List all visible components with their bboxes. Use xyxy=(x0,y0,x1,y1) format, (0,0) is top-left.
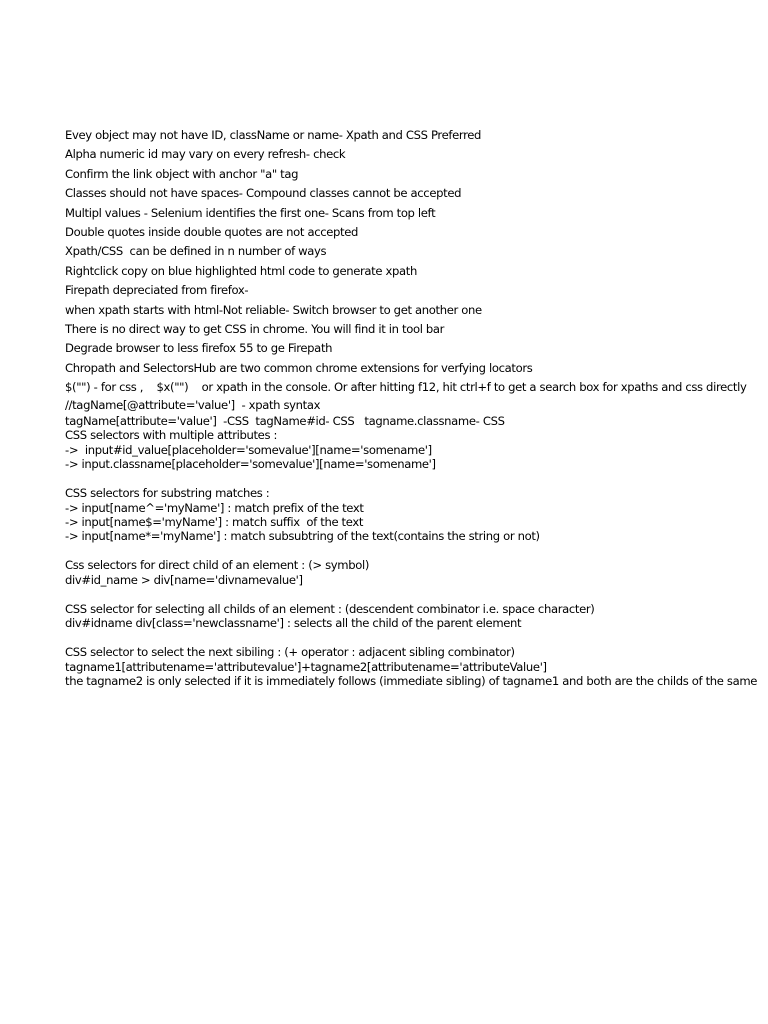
text-line: Xpath/CSS can be defined in n number of ways xyxy=(65,244,327,259)
text-line: //tagName[@attribute='value'] - xpath syntax xyxy=(65,398,321,413)
text-line: $("") - for css , $x("") or xpath in the console. Or after hitting f12, hit ctrl+f to get a search box for xpaths and css directly xyxy=(65,380,747,395)
text-line: Classes should not have spaces- Compound classes cannot be accepted xyxy=(65,186,462,201)
code-line: -> input#id_value[placeholder='somevalue'][name='somename'] xyxy=(65,442,432,457)
text-line: There is no direct way to get CSS in chrome. You will find it in tool bar xyxy=(65,321,445,336)
descendant-heading: CSS selector for selecting all childs of an element : (descendent combinator i.e. space character) xyxy=(65,601,595,616)
text-line: Evey object may not have ID, className or name- Xpath and CSS Preferred xyxy=(65,128,482,142)
text-line: Rightclick copy on blue highlighted html code to generate xpath xyxy=(65,263,417,278)
css-basics-line: tagName[attribute='value'] -CSS tagName#id- CSS tagname.classname- CSS xyxy=(65,414,505,429)
text-line: the tagname2 is only selected if it is immediately follows (immediate sibling) of tagname1 and both are the childs of the same xyxy=(65,673,758,688)
text-line: Multipl values - Selenium identifies the first one- Scans from top left xyxy=(65,205,436,220)
spacer xyxy=(65,631,768,646)
spacer xyxy=(65,544,768,559)
sibling-heading: CSS selector to select the next sibiling : (+ operator : adjacent sibling combinator) xyxy=(65,645,515,660)
text-line: Degrade browser to less firefox 55 to ge Firepath xyxy=(65,341,333,356)
text-line: Double quotes inside double quotes are not accepted xyxy=(65,224,359,239)
code-line: -> input[name$='myName'] : match suffix of the text xyxy=(65,515,364,529)
text-line: Chropath and SelectorsHub are two common chrome extensions for verfying locators xyxy=(65,360,533,375)
code-line: tagname1[attributename='attributevalue']+tagname2[attributename='attributeValue'] xyxy=(65,659,547,674)
code-line: div#idname div[class='newclassname'] : selects all the child of the parent element xyxy=(65,616,522,631)
code-line: -> input[name^='myName'] : match prefix of the text xyxy=(65,500,364,515)
spacer xyxy=(65,587,768,602)
text-line: when xpath starts with html-Not reliable- Switch browser to get another one xyxy=(65,302,482,317)
css-basics-heading: CSS selectors with multiple attributes : xyxy=(65,428,278,443)
spacer xyxy=(65,472,768,487)
code-line: -> input[name*='myName'] : match subsubtring of the text(contains the string or not) xyxy=(65,529,540,544)
text-line: Alpha numeric id may vary on every refresh- check xyxy=(65,147,346,162)
code-line: -> input.classname[placeholder='somevalue'][name='somename'] xyxy=(65,457,436,472)
notes-body xyxy=(65,126,768,688)
code-line: div#id_name > div[name='divnamevalue'] xyxy=(65,572,303,587)
direct-child-heading: Css selectors for direct child of an element : (> symbol) xyxy=(65,558,370,573)
substring-heading: CSS selectors for substring matches : xyxy=(65,486,270,501)
text-line: Confirm the link object with anchor "a" tag xyxy=(65,166,299,181)
text-line: Firepath depreciated from firefox- xyxy=(65,283,249,298)
